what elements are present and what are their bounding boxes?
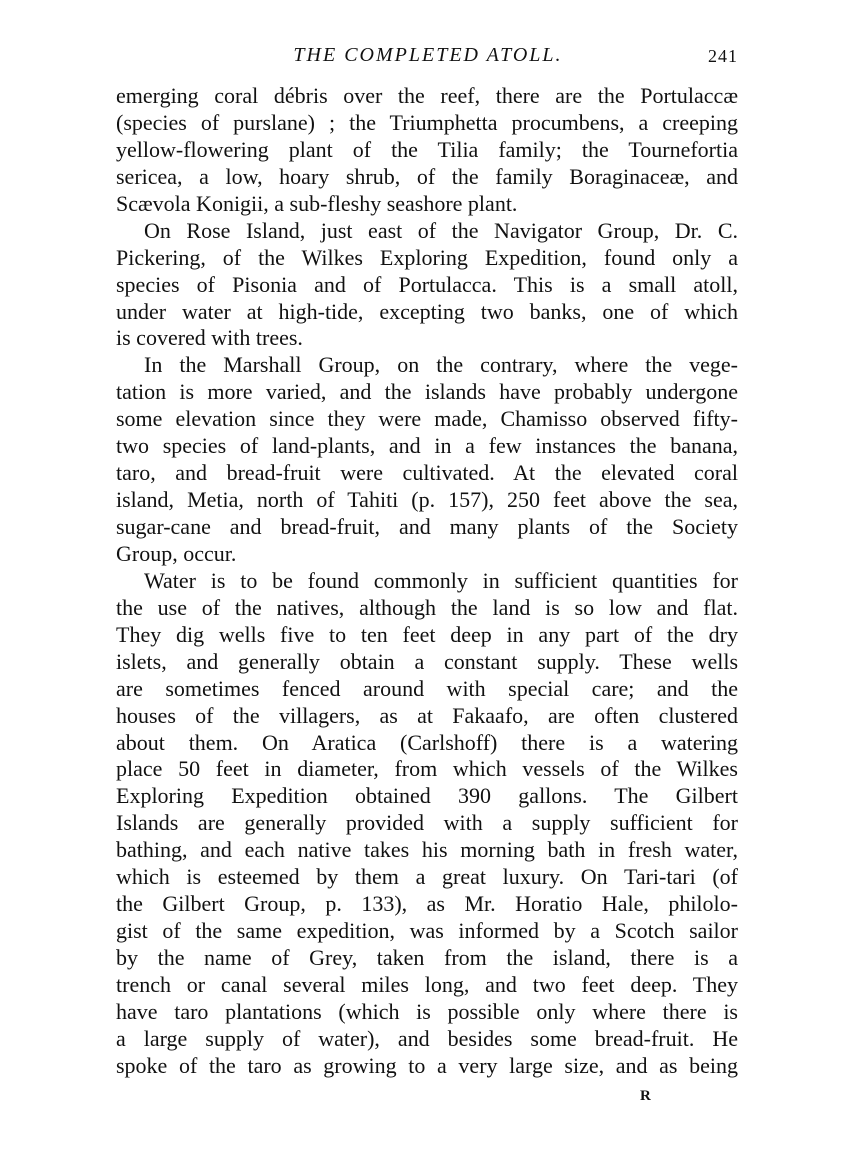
text-line: island, Metia, north of Tahiti (p. 157), 250 feet above the sea, (116, 487, 738, 513)
text-line: some elevation since they were made, Chamisso observed fifty- (116, 406, 738, 432)
text-line: about them. On Aratica (Carlshoff) there is a watering (116, 729, 738, 755)
body-text (116, 83, 738, 1080)
text-line: the Gilbert Group, p. 133), as Mr. Horatio Hale, philolo- (116, 891, 738, 917)
text-line: yellow-flowering plant of the Tilia family; the Tournefortia (116, 136, 738, 162)
text-line: Water is to be found commonly in sufficient quantities for (144, 567, 738, 593)
text-line: tation is more varied, and the islands have probably undergone (116, 379, 738, 405)
text-line: Islands are generally provided with a supply sufficient for (116, 810, 738, 836)
text-line: place 50 feet in diameter, from which vessels of the Wilkes (116, 756, 738, 782)
page-number: 241 (708, 46, 738, 66)
text-line: Exploring Expedition obtained 390 gallons. The Gilbert (116, 783, 738, 809)
text-line: Pickering, of the Wilkes Exploring Expedition, found only a (116, 244, 738, 270)
text-line: sericea, a low, hoary shrub, of the family Boraginaceæ, and (116, 163, 738, 189)
signature-mark: R (640, 1088, 651, 1104)
text-line: They dig wells five to ten feet deep in any part of the dry (116, 621, 738, 647)
text-line: On Rose Island, just east of the Navigator Group, Dr. C. (144, 217, 738, 243)
text-line: two species of land-plants, and in a few instances the banana, (116, 433, 738, 459)
running-head (118, 44, 738, 74)
text-line: species of Pisonia and of Portulacca. This is a small atoll, (116, 271, 738, 297)
text-line: (species of purslane) ; the Triumphetta procumbens, a creeping (116, 109, 738, 135)
text-line: bathing, and each native takes his morning bath in fresh water, (116, 837, 738, 863)
text-line: Group, occur. (116, 540, 237, 566)
text-line: is covered with trees. (116, 325, 303, 351)
text-line: islets, and generally obtain a constant supply. These wells (116, 648, 738, 674)
text-line: gist of the same expedition, was informed by a Scotch sailor (116, 918, 738, 944)
text-line: taro, and bread-fruit were cultivated. At the elevated coral (116, 460, 738, 486)
text-line: which is esteemed by them a great luxury. On Tari-tari (of (116, 864, 738, 890)
text-line: spoke of the taro as growing to a very large size, and as being (116, 1052, 738, 1078)
text-line: are sometimes fenced around with special care; and the (116, 675, 738, 701)
text-line: a large supply of water), and besides some bread-fruit. He (116, 1025, 738, 1051)
text-line: emerging coral débris over the reef, there are the Portulaccæ (116, 83, 738, 108)
text-line: Scævola Konigii, a sub-fleshy seashore plant. (116, 190, 518, 216)
text-line: In the Marshall Group, on the contrary, where the vege- (144, 352, 738, 378)
text-line: houses of the villagers, as at Fakaafo, are often clustered (116, 702, 738, 728)
text-line: trench or canal several miles long, and two feet deep. They (116, 971, 738, 997)
text-line: under water at high-tide, excepting two banks, one of which (116, 298, 738, 324)
text-line: by the name of Grey, taken from the island, there is a (116, 945, 738, 970)
text-line: have taro plantations (which is possible only where there is (116, 998, 738, 1024)
text-line: the use of the natives, although the land is so low and flat. (116, 594, 738, 620)
text-line: sugar-cane and bread-fruit, and many plants of the Society (116, 514, 738, 539)
running-title: THE COMPLETED ATOLL. (293, 44, 563, 66)
